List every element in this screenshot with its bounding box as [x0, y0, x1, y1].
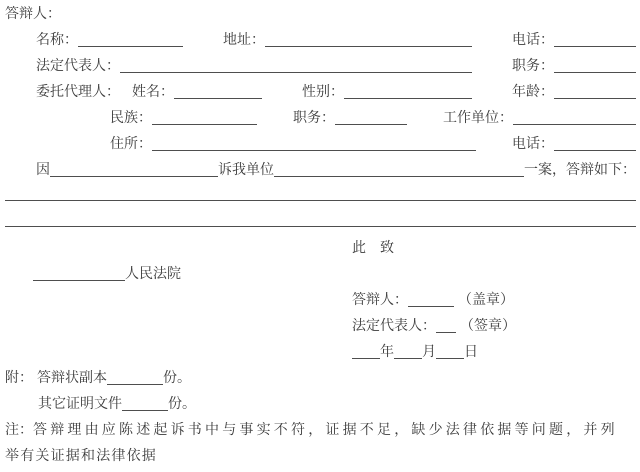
age-label: 年龄：: [512, 85, 554, 100]
spacer: [472, 43, 512, 44]
spacer: [472, 69, 512, 70]
residence-blank: [152, 138, 476, 151]
seal-label: （盖章）: [458, 293, 514, 308]
legal-rep-row: [36, 55, 636, 81]
agent-phone-blank: [554, 138, 636, 151]
spacer: [407, 121, 443, 122]
sue-unit-label: 诉我单位: [218, 163, 274, 178]
other-docs-label: 其它证明文件: [38, 397, 122, 412]
note-row-2: [5, 445, 636, 471]
note-label: 注：: [5, 423, 33, 438]
gender-label: 性别：: [302, 85, 344, 100]
other-docs-unit: 份。: [168, 397, 196, 412]
court-row: [33, 263, 636, 289]
work-unit-blank: [513, 112, 636, 125]
year-blank: [352, 346, 380, 359]
salute-row: [352, 237, 636, 263]
address-label: 地址：: [223, 33, 265, 48]
attach-label: 附：: [5, 371, 33, 386]
gender-blank: [344, 86, 472, 99]
legal-rep-blank: [120, 60, 472, 73]
answer-line-row-1: [5, 185, 636, 211]
spacer: [476, 147, 512, 148]
sign-label: （签章）: [460, 319, 516, 334]
spacer: [262, 95, 302, 96]
signature-respondent-blank: [408, 294, 454, 307]
signature-respondent-label: 答辩人：: [352, 293, 408, 308]
phone-blank: [554, 34, 636, 47]
year-label: 年: [380, 345, 394, 360]
court-name-blank: [33, 268, 125, 281]
date-row: [352, 341, 636, 367]
other-docs-blank: [122, 398, 168, 411]
name-address-phone-row: [36, 29, 636, 55]
agent-position-label: 职务：: [293, 111, 335, 126]
plaintiff-blank: [50, 164, 218, 177]
name-label: 名称：: [36, 33, 78, 48]
copies-label: 答辩状副本: [37, 371, 107, 386]
signature-legal-rep-blank: [436, 320, 456, 333]
agent-row-3: [110, 133, 636, 159]
day-blank: [436, 346, 464, 359]
answer-blank-1: [5, 188, 636, 201]
note-row-1: [5, 419, 636, 445]
other-docs-row: [38, 393, 636, 419]
signature-legal-rep-row: [352, 315, 636, 341]
legal-rep-label: 法定代表人：: [36, 59, 120, 74]
sued-unit-blank: [274, 164, 524, 177]
spacer: [257, 121, 293, 122]
answer-blank-2: [5, 214, 636, 227]
agent-label: 委托代理人：: [36, 85, 120, 100]
agent-name-label: 姓名：: [132, 85, 174, 100]
spacer: [472, 95, 512, 96]
address-blank: [265, 34, 472, 47]
phone-label: 电话：: [512, 33, 554, 48]
month-blank: [394, 346, 422, 359]
court-label: 人民法院: [125, 267, 181, 282]
because-label: 因: [36, 163, 50, 178]
spacer: [183, 43, 223, 44]
document-page: [5, 3, 636, 472]
residence-label: 住所：: [110, 137, 152, 152]
day-label: 日: [464, 345, 478, 360]
agent-phone-label: 电话：: [512, 137, 554, 152]
attachment-row: [5, 367, 636, 393]
note-text-line-1: 答辩理由应陈述起诉书中与事实不符，证据不足，缺少法律依据等问题，并列: [33, 423, 618, 438]
age-blank: [554, 86, 636, 99]
case-row: [36, 159, 636, 185]
case-suffix-label: 一案，答辩如下：: [524, 163, 636, 178]
agent-row-2: [110, 107, 636, 133]
note-text-line-2: 举有关证据和法律依据: [5, 449, 157, 464]
signature-legal-rep-label: 法定代表人：: [352, 319, 436, 334]
copies-blank: [107, 372, 163, 385]
ethnicity-blank: [152, 112, 257, 125]
month-label: 月: [422, 345, 436, 360]
work-unit-label: 工作单位：: [443, 111, 513, 126]
agent-position-blank: [335, 112, 407, 125]
agent-row-1: [36, 81, 636, 107]
position-blank: [554, 60, 636, 73]
ethnicity-label: 民族：: [110, 111, 152, 126]
agent-name-blank: [174, 86, 262, 99]
answer-line-row-2: [5, 211, 636, 237]
salute-text: 此 致: [352, 241, 394, 256]
respondent-heading-row: [5, 3, 636, 29]
respondent-heading: 答辩人：: [5, 7, 61, 22]
position-label: 职务：: [512, 59, 554, 74]
copies-unit: 份。: [163, 371, 191, 386]
signature-respondent-row: [352, 289, 636, 315]
name-blank: [78, 34, 183, 47]
